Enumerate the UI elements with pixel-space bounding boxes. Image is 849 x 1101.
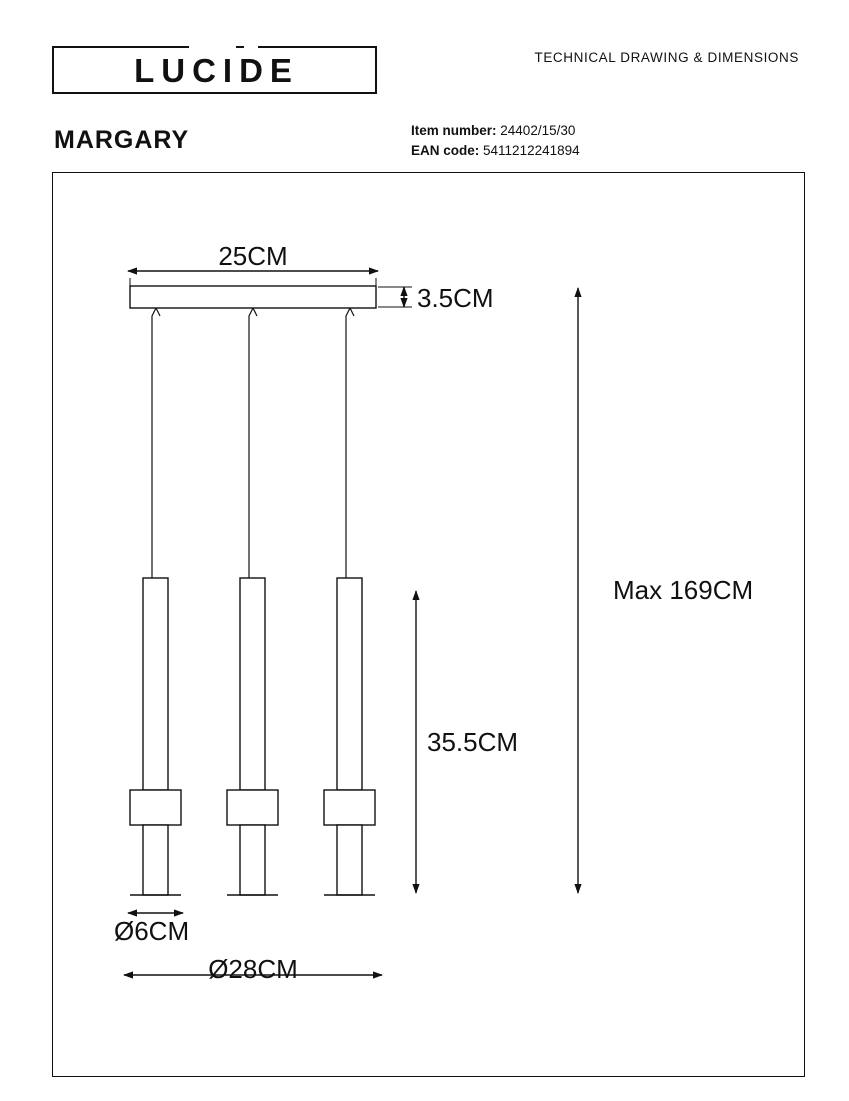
dimension-label-canopy-width: 25CM — [218, 241, 288, 271]
dimension-label-shade-diameter: Ø6CM — [114, 916, 190, 946]
product-identifiers — [411, 121, 580, 161]
logo-notch-decoration — [189, 45, 236, 52]
page-title: MARGARY — [54, 126, 190, 154]
document-type-label: TECHNICAL DRAWING & DIMENSIONS — [534, 50, 799, 65]
technical-drawing-frame — [52, 172, 805, 1077]
dimension-label-shade-height: 35.5CM — [427, 727, 519, 757]
dimension-label-max-height: Max 169CM — [613, 575, 754, 605]
logo-notch-decoration-secondary — [244, 45, 258, 52]
brand-logo — [52, 46, 377, 94]
dimension-label-overall-diameter: Ø28CM — [208, 954, 298, 984]
item-number-row — [411, 121, 580, 141]
brand-logo-text: LUCIDE — [134, 52, 299, 89]
item-number-label: Item number: — [411, 123, 497, 138]
ean-code-row — [411, 141, 580, 161]
ean-code-label: EAN code: — [411, 143, 480, 158]
item-number-value: 24402/15/30 — [500, 123, 576, 138]
page-header — [0, 0, 849, 110]
ean-code-value: 5411212241894 — [483, 143, 580, 158]
dimension-label-canopy-height: 3.5CM — [417, 283, 494, 313]
